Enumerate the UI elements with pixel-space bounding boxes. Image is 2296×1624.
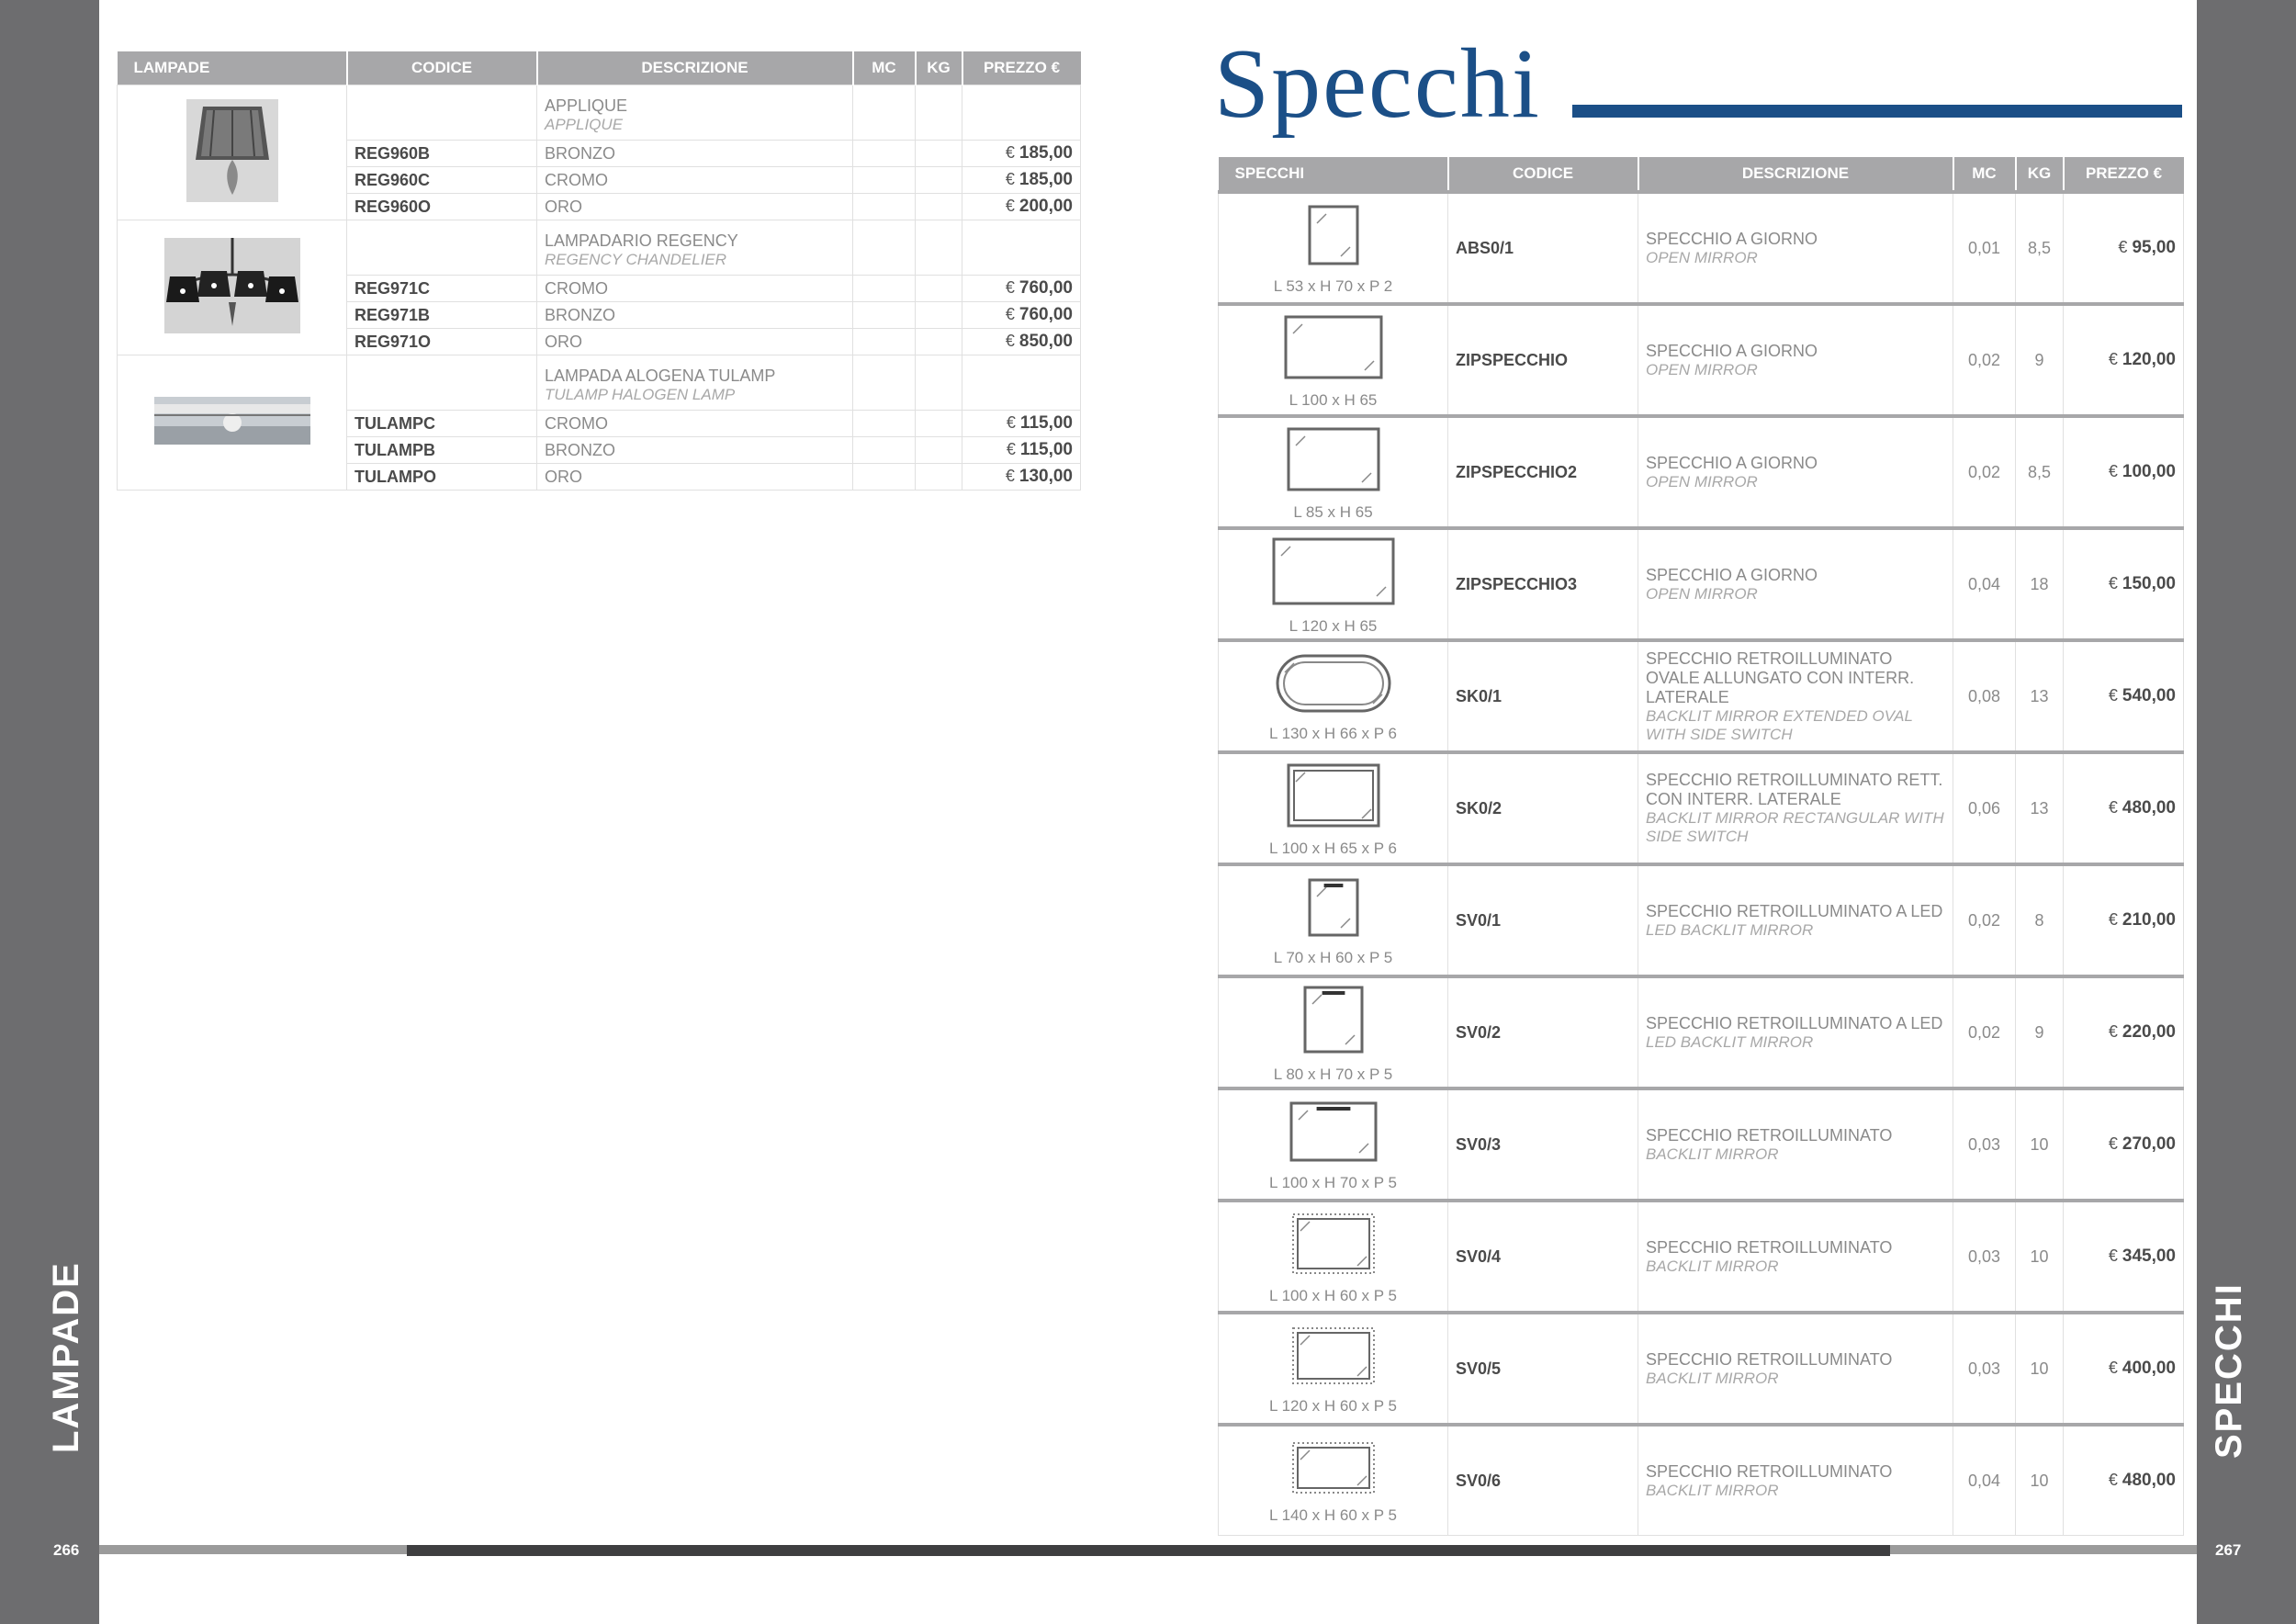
product-price: € 115,00 (962, 437, 1081, 464)
header-specchi: SPECCHI (1219, 157, 1448, 192)
description-cell (1638, 1425, 1953, 1536)
mirror-drawing-cell (1219, 1425, 1448, 1536)
mirror-icon (1283, 423, 1384, 495)
description-cell (1638, 304, 1953, 416)
currency-symbol: € (1005, 305, 1015, 323)
product-description: SPECCHIO A GIORNO (1646, 341, 1818, 360)
mirror-icon (1300, 982, 1367, 1057)
product-code: ZIPSPECCHIO3 (1448, 528, 1638, 640)
group-title: LAMPADARIO REGENCY (545, 231, 738, 250)
description-cell (1638, 1201, 1953, 1313)
mirror-drawing-cell (1219, 752, 1448, 864)
right-section-label: SPECCHI (2209, 1282, 2249, 1459)
volume-mc: 0,02 (1953, 304, 2016, 416)
header-prezzo: PREZZO € (2064, 157, 2184, 192)
price-value: 480,00 (2122, 798, 2176, 818)
mirror-dimensions: L 120 x H 65 (1289, 616, 1378, 635)
table-row (1219, 1088, 2184, 1201)
mirror-icon (1304, 874, 1363, 941)
currency-symbol: € (1005, 143, 1015, 162)
group-title: LAMPADA ALOGENA TULAMP (545, 367, 776, 385)
mirror-dimensions: L 140 x H 60 x P 5 (1269, 1506, 1397, 1524)
product-price: € 185,00 (962, 141, 1081, 167)
weight-kg: 10 (2016, 1425, 2064, 1536)
price-value: 400,00 (2122, 1359, 2176, 1378)
product-code: ABS0/1 (1448, 192, 1638, 304)
product-image-cell (118, 220, 347, 355)
product-price: € 185,00 (962, 167, 1081, 194)
mirror-dimensions: L 53 x H 70 x P 2 (1273, 276, 1393, 295)
mirror-dimensions: L 100 x H 70 x P 5 (1269, 1173, 1397, 1191)
currency-symbol: € (2108, 574, 2118, 592)
volume-mc: 0,02 (1953, 416, 2016, 528)
weight-kg: 13 (2016, 640, 2064, 752)
volume-mc: 0,04 (1953, 528, 2016, 640)
product-price (2064, 752, 2184, 864)
currency-symbol: € (1005, 278, 1015, 297)
group-title-row (118, 85, 1081, 141)
right-page-number: 267 (2215, 1541, 2242, 1559)
group-title-row (118, 220, 1081, 276)
currency-symbol: € (2108, 1246, 2118, 1265)
price-value: 220,00 (2122, 1022, 2176, 1042)
title-rule (1572, 105, 2182, 118)
mirror-icon (1280, 311, 1387, 383)
currency-symbol: € (2108, 1359, 2118, 1377)
weight-kg: 8,5 (2016, 416, 2064, 528)
product-description: SPECCHIO RETROILLUMINATO (1646, 1461, 1893, 1481)
currency-symbol: € (1006, 440, 1016, 458)
product-price (2064, 976, 2184, 1088)
header-descrizione: DESCRIZIONE (1638, 157, 1953, 192)
applique-lamp-image (186, 99, 278, 202)
volume-mc: 0,08 (1953, 640, 2016, 752)
product-price (2064, 864, 2184, 976)
product-price: € 200,00 (962, 194, 1081, 220)
weight-kg: 18 (2016, 528, 2064, 640)
mirror-drawing-cell (1219, 192, 1448, 304)
currency-symbol: € (2108, 350, 2118, 368)
volume-mc: 0,06 (1953, 752, 2016, 864)
product-finish: BRONZO (537, 141, 853, 167)
left-section-label: LAMPADE (46, 1261, 86, 1453)
mirror-dimensions: L 100 x H 65 x P 6 (1269, 839, 1397, 857)
table-header-row (118, 51, 1081, 85)
product-description-en: BACKLIT MIRROR (1646, 1257, 1779, 1275)
currency-symbol: € (2118, 238, 2128, 256)
volume-mc: 0,01 (1953, 192, 2016, 304)
product-description-en: BACKLIT MIRROR (1646, 1145, 1779, 1163)
mirror-dimensions: L 85 x H 65 (1293, 502, 1373, 521)
product-description-en: LED BACKLIT MIRROR (1646, 920, 1814, 939)
product-code: TULAMPB (347, 437, 537, 464)
product-description: SPECCHIO RETROILLUMINATO OVALE ALLUNGATO CON INTERR. LATERALE (1646, 648, 1915, 706)
product-code: REG971C (347, 276, 537, 302)
product-code: REG971B (347, 302, 537, 329)
product-description-en: LED BACKLIT MIRROR (1646, 1032, 1814, 1051)
price-value: 150,00 (2122, 574, 2176, 593)
header-mc: MC (1953, 157, 2016, 192)
product-code: SK0/2 (1448, 752, 1638, 864)
product-code: REG960C (347, 167, 537, 194)
product-description: SPECCHIO A GIORNO (1646, 565, 1818, 584)
product-description-en: OPEN MIRROR (1646, 472, 1758, 491)
product-description: SPECCHIO RETROILLUMINATO (1646, 1349, 1893, 1369)
product-finish: BRONZO (537, 437, 853, 464)
table-row (1219, 528, 2184, 640)
mirror-icon (1288, 1323, 1379, 1389)
mirror-icon (1286, 1098, 1381, 1166)
description-cell (1638, 864, 1953, 976)
product-code: SV0/5 (1448, 1313, 1638, 1425)
product-price: € 130,00 (962, 464, 1081, 491)
product-finish: CROMO (537, 411, 853, 437)
header-kg: KG (916, 51, 962, 85)
product-description: SPECCHIO RETROILLUMINATO (1646, 1125, 1893, 1145)
header-prezzo: PREZZO € (962, 51, 1081, 85)
currency-symbol: € (1005, 332, 1015, 350)
bottom-rule-accent (407, 1545, 1890, 1556)
weight-kg: 9 (2016, 976, 2064, 1088)
chandelier-image (164, 238, 300, 333)
description-cell (1638, 1313, 1953, 1425)
group-title-row (118, 355, 1081, 411)
currency-symbol: € (1005, 467, 1015, 485)
table-row (1219, 1313, 2184, 1425)
description-cell (1638, 528, 1953, 640)
product-description-en: OPEN MIRROR (1646, 360, 1758, 378)
mirror-drawing-cell (1219, 528, 1448, 640)
weight-kg: 10 (2016, 1088, 2064, 1201)
group-title-en: REGENCY CHANDELIER (545, 251, 727, 268)
product-image-cell (118, 355, 347, 491)
description-cell (1638, 640, 1953, 752)
weight-kg: 13 (2016, 752, 2064, 864)
mirror-dimensions: L 70 x H 60 x P 5 (1273, 948, 1393, 966)
weight-kg: 10 (2016, 1201, 2064, 1313)
weight-kg: 8,5 (2016, 192, 2064, 304)
currency-symbol: € (2108, 798, 2118, 817)
header-lampade: LAMPADE (118, 51, 347, 85)
product-finish: CROMO (537, 276, 853, 302)
mirror-drawing-cell (1219, 640, 1448, 752)
mirror-drawing-cell (1219, 1313, 1448, 1425)
weight-kg: 8 (2016, 864, 2064, 976)
weight-kg: 10 (2016, 1313, 2064, 1425)
header-kg: KG (2016, 157, 2064, 192)
page-title: Specchi (1214, 29, 1541, 139)
mirror-dimensions: L 100 x H 65 (1289, 390, 1378, 409)
table-row (1219, 640, 2184, 752)
product-finish: CROMO (537, 167, 853, 194)
product-finish: ORO (537, 194, 853, 220)
volume-mc: 0,03 (1953, 1201, 2016, 1313)
mirror-icon (1268, 534, 1399, 609)
mirror-icon (1283, 760, 1384, 831)
product-price (2064, 1201, 2184, 1313)
volume-mc: 0,03 (1953, 1088, 2016, 1201)
product-price (2064, 416, 2184, 528)
product-price: € 850,00 (962, 329, 1081, 355)
description-cell (1638, 192, 1953, 304)
currency-symbol: € (2108, 1471, 2118, 1489)
product-code: TULAMPO (347, 464, 537, 491)
price-value: 100,00 (2122, 462, 2176, 481)
lamp-price-table (117, 51, 1081, 491)
product-description-en: BACKLIT MIRROR (1646, 1369, 1779, 1387)
description-cell (1638, 752, 1953, 864)
mirror-drawing-cell (1219, 976, 1448, 1088)
product-finish: ORO (537, 464, 853, 491)
currency-symbol: € (1006, 413, 1016, 432)
group-title: APPLIQUE (545, 96, 628, 115)
description-cell (1638, 1088, 1953, 1201)
group-title-cell (537, 85, 853, 141)
product-code: REG971O (347, 329, 537, 355)
price-value: 210,00 (2122, 910, 2176, 930)
table-row (1219, 416, 2184, 528)
product-price (2064, 304, 2184, 416)
left-page-number: 266 (53, 1541, 80, 1559)
table-row (1219, 752, 2184, 864)
product-price: € 760,00 (962, 276, 1081, 302)
product-code: REG960B (347, 141, 537, 167)
price-value: 540,00 (2122, 686, 2176, 705)
product-price (2064, 1313, 2184, 1425)
group-title-en: TULAMP HALOGEN LAMP (545, 386, 736, 403)
header-descrizione: DESCRIZIONE (537, 51, 853, 85)
product-description-en: BACKLIT MIRROR EXTENDED OVAL WITH SIDE SWITCH (1646, 706, 1913, 743)
table-row (1219, 192, 2184, 304)
product-description-en: BACKLIT MIRROR (1646, 1481, 1779, 1499)
product-code: SV0/2 (1448, 976, 1638, 1088)
product-description: SPECCHIO RETROILLUMINATO RETT. CON INTERR. LATERALE (1646, 771, 1943, 808)
mirror-dimensions: L 120 x H 60 x P 5 (1269, 1396, 1397, 1415)
currency-symbol: € (2108, 462, 2118, 480)
weight-kg: 9 (2016, 304, 2064, 416)
product-description-en: OPEN MIRROR (1646, 248, 1758, 266)
mirror-dimensions: L 80 x H 70 x P 5 (1273, 1065, 1393, 1083)
group-title-cell (537, 220, 853, 276)
volume-mc: 0,04 (1953, 1425, 2016, 1536)
price-value: 270,00 (2122, 1134, 2176, 1154)
mirror-price-table (1218, 157, 2184, 1536)
product-code: ZIPSPECCHIO2 (1448, 416, 1638, 528)
volume-mc: 0,02 (1953, 976, 2016, 1088)
table-row (1219, 304, 2184, 416)
mirror-drawing-cell (1219, 1201, 1448, 1313)
product-code: SV0/6 (1448, 1425, 1638, 1536)
mirror-icon (1288, 1438, 1379, 1498)
product-price (2064, 1088, 2184, 1201)
currency-symbol: € (2108, 686, 2118, 705)
product-description-en: BACKLIT MIRROR RECTANGULAR WITH SIDE SWITCH (1646, 809, 1944, 845)
price-value: 120,00 (2122, 350, 2176, 369)
halogen-lamp-image (154, 397, 310, 445)
product-finish: BRONZO (537, 302, 853, 329)
product-code: SV0/1 (1448, 864, 1638, 976)
product-price (2064, 528, 2184, 640)
table-header-row (1219, 157, 2184, 192)
group-title-en: APPLIQUE (545, 116, 624, 133)
product-code: ZIPSPECCHIO (1448, 304, 1638, 416)
group-title-cell (537, 355, 853, 411)
product-code: SV0/3 (1448, 1088, 1638, 1201)
mirror-icon (1304, 201, 1363, 269)
currency-symbol: € (1005, 197, 1015, 215)
table-row (1219, 1425, 2184, 1536)
price-value: 345,00 (2122, 1246, 2176, 1266)
table-row (1219, 976, 2184, 1088)
mirror-drawing-cell (1219, 416, 1448, 528)
mirror-drawing-cell (1219, 1088, 1448, 1201)
volume-mc: 0,03 (1953, 1313, 2016, 1425)
product-description: SPECCHIO RETROILLUMINATO A LED (1646, 1013, 1943, 1032)
mirror-dimensions: L 130 x H 66 x P 6 (1269, 724, 1397, 742)
header-codice: CODICE (1448, 157, 1638, 192)
product-price (2064, 640, 2184, 752)
product-description: SPECCHIO A GIORNO (1646, 453, 1818, 472)
mirror-drawing-cell (1219, 304, 1448, 416)
currency-symbol: € (2108, 1134, 2118, 1153)
price-value: 480,00 (2122, 1471, 2176, 1490)
product-code: SV0/4 (1448, 1201, 1638, 1313)
volume-mc: 0,02 (1953, 864, 2016, 976)
product-price (2064, 1425, 2184, 1536)
currency-symbol: € (1005, 170, 1015, 188)
header-mc: MC (853, 51, 916, 85)
product-code: SK0/1 (1448, 640, 1638, 752)
product-price: € 760,00 (962, 302, 1081, 329)
product-description-en: OPEN MIRROR (1646, 584, 1758, 603)
mirror-icon (1272, 650, 1395, 716)
currency-symbol: € (2108, 910, 2118, 929)
header-codice: CODICE (347, 51, 537, 85)
mirror-icon (1288, 1209, 1379, 1279)
product-price: € 115,00 (962, 411, 1081, 437)
product-code: TULAMPC (347, 411, 537, 437)
currency-symbol: € (2108, 1022, 2118, 1041)
mirror-dimensions: L 100 x H 60 x P 5 (1269, 1286, 1397, 1304)
product-image-cell (118, 85, 347, 220)
table-row (1219, 864, 2184, 976)
product-description: SPECCHIO A GIORNO (1646, 229, 1818, 248)
price-value: 95,00 (2132, 238, 2176, 257)
product-description: SPECCHIO RETROILLUMINATO A LED (1646, 901, 1943, 920)
product-description: SPECCHIO RETROILLUMINATO (1646, 1237, 1893, 1257)
product-finish: ORO (537, 329, 853, 355)
description-cell (1638, 976, 1953, 1088)
product-code: REG960O (347, 194, 537, 220)
description-cell (1638, 416, 1953, 528)
mirror-drawing-cell (1219, 864, 1448, 976)
product-price (2064, 192, 2184, 304)
table-row (1219, 1201, 2184, 1313)
